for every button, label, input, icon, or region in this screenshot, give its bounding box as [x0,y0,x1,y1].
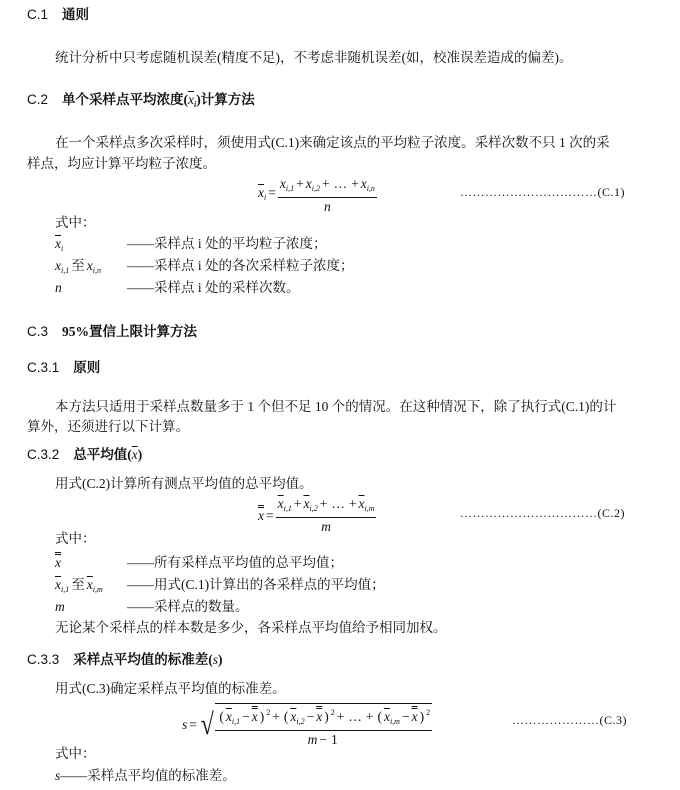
c32-paragraph: 用式(C.2)计算所有测点平均值的总平均值。 [55,476,313,491]
definition-symbol [55,554,127,572]
heading-c1: C.1 通则 [27,7,90,22]
math-operator: + [365,709,374,724]
numerator [278,177,377,198]
math-subscript: i,n [366,184,375,193]
definition-row: $x_{i,1}$ 至 $x_{i,n}$ ——采样点 i 处的各次采样粒子浓度； [55,257,354,280]
c1-paragraph: 统计分析中只考虑随机误差(精度不足)，不考虑非随机误差(如，校准误差造成的偏差)。 [55,50,573,65]
math-subscript: i [264,193,267,202]
math-subscript: i,2 [309,504,318,513]
math-variable: x [305,176,312,191]
math-variable: x [55,555,61,570]
math-variable: $\overline{x}$ [86,577,93,592]
math-variable: x [411,709,418,724]
math-variable: $\overline{x}$ [383,709,390,724]
math-subscript: i,m [389,717,400,726]
heading-c3-2: C.3.2 总平均值$(\overline{x})$ [27,447,143,462]
c32-note: 无论某个采样点的样本数是多少，各采样点平均值给予相同加权。 [55,620,447,635]
math-operator: + [321,176,330,191]
equation-number-c2: ……………………………(C.2) [460,506,625,520]
square-root [199,703,432,747]
definition-symbol [55,279,127,297]
denominator [308,731,340,747]
formula-lhs [258,186,278,205]
math-operator: = [268,185,276,200]
c31-paragraph-line1: 本方法只适用于采样点数量多于 1 个但不足 10 个的情况。在这种情况下，除了执行式(C.1)的计 [55,399,617,414]
denominator [321,518,331,534]
definition-row: m ——采样点的数量。 [55,599,249,614]
c33-paragraph: 用式(C.3)确定采样点平均值的标准差。 [55,681,286,696]
heading-c3: C.3 95%置信上限计算方法 [27,324,198,339]
where-label: 式中： [55,531,96,546]
math-operator: = [189,717,197,732]
math-operator: − [306,709,315,724]
math-variable: $\overline{x}$ [277,496,284,511]
denominator [324,198,331,214]
math-subscript: i,n [92,266,101,275]
math-variable: x [279,176,286,191]
definition-symbol [55,235,127,258]
math-subscript: i,m [364,504,375,513]
radical-sign: √ [200,708,214,741]
math-variable: $\overline{x}$ [290,709,297,724]
definition-row: s——采样点平均值的标准差。 [55,768,236,783]
c2-paragraph-line2: 样点，均应计算平均粒子浓度。 [27,156,216,171]
definition-row: $\overline{x}_{i,1}$ 至 $\overline{x}_{i,m}$ ——用式(C.1)计算出的各采样点的平均值； [55,576,385,599]
math-operator: ) [419,709,425,724]
math-operator: − [319,732,328,747]
definition-row: n ——采样点 i 处的采样次数。 [55,280,300,295]
math-subscript: i,1 [231,717,241,726]
math-variable: x [360,176,367,191]
math-operator: 1 [331,732,338,747]
math-variable: n [55,280,62,295]
heading-c3-1: C.3.1 原则 [27,360,101,375]
where-label: 式中： [55,746,96,761]
heading-c2: C.2 单个采样点平均浓度$(\overline{x}_i)$计算方法 [27,92,255,109]
math-operator: … [333,176,348,191]
math-operator: + [348,496,357,511]
math-subscript: i,1 [283,504,292,513]
math-operator: ) [324,709,329,724]
formula-lhs [258,509,276,523]
math-operator: + [272,709,280,724]
math-superscript: 2 [330,708,335,717]
math-variable: $\overline{x}$ [303,496,310,511]
numerator [276,497,377,518]
math-variable: x [86,258,93,273]
math-variable: x [251,709,258,724]
fraction [276,497,377,534]
math-operator: + [296,176,304,191]
math-variable: x [316,709,323,724]
math-operator: ( [377,709,382,724]
math-operator: ) [259,709,265,724]
math-variable: $\overline{x}$ [258,185,264,200]
math-subscript: i,1 [61,266,70,275]
math-operator: … [348,709,362,724]
math-operator: − [242,709,250,724]
fraction [215,706,432,747]
math-operator: − [401,709,410,724]
math-subscript: i,2 [296,717,305,726]
math-operator: + [319,496,328,511]
math-operator: = [266,507,274,523]
equation-number-c3: …………………(C.3) [512,713,627,727]
math-variable: $\overline{x}$ [225,709,232,724]
formula-lhs [182,718,199,732]
math-subscript: i,1 [61,585,70,594]
math-variable: $\overline{x}$ [55,577,61,592]
math-subscript: i,2 [311,184,320,193]
math-variable: $\overline{x}$ [55,236,61,251]
math-operator: + [351,176,359,191]
numerator [215,706,432,731]
math-variable: m [55,599,65,614]
math-superscript: 2 [426,708,431,717]
math-operator: … [331,496,345,511]
equation-number-c1: ……………………………(C.1) [460,185,625,199]
heading-c3-3: C.3.3 采样点平均值的标准差(s) [27,652,223,667]
formula-c1 [258,177,377,214]
math-variable: n [324,199,331,214]
math-operator: ( [283,709,289,724]
math-variable: x [55,258,61,273]
definition-symbol [55,257,127,280]
fraction [278,177,377,214]
math-variable: m [321,519,331,534]
math-operator: + [293,496,302,511]
math-operator: + [336,709,345,724]
math-variable: $\overline{x}$ [358,496,365,511]
c2-paragraph-line1: 在一个采样点多次采样时，须使用式(C.1)来确定该点的平均粒子浓度。采样次数不只 1 次的采 [55,135,610,150]
math-subscript: i,1 [285,184,295,193]
math-subscript: i,m [92,585,103,594]
formula-c3 [182,703,432,747]
math-subscript: i [61,244,64,253]
math-superscript: 2 [266,708,271,717]
formula-c2 [258,497,376,534]
definition-symbol [55,576,127,599]
math-variable: x [258,507,264,523]
math-variable: m [307,732,318,747]
definition-symbol [55,598,127,616]
where-label: 式中： [55,215,96,230]
definition-row: x ——所有采样点平均值的总平均值； [55,555,343,570]
c31-paragraph-line2: 算外，还须进行以下计算。 [27,419,189,434]
math-operator: ( [219,709,224,724]
math-variable: s [182,717,188,732]
math-operator: 至 [71,577,85,592]
math-operator: 至 [71,258,85,273]
definition-row: $\overline{x}_i$ ——采样点 i 处的平均粒子浓度； [55,235,327,258]
radicand [215,703,432,747]
